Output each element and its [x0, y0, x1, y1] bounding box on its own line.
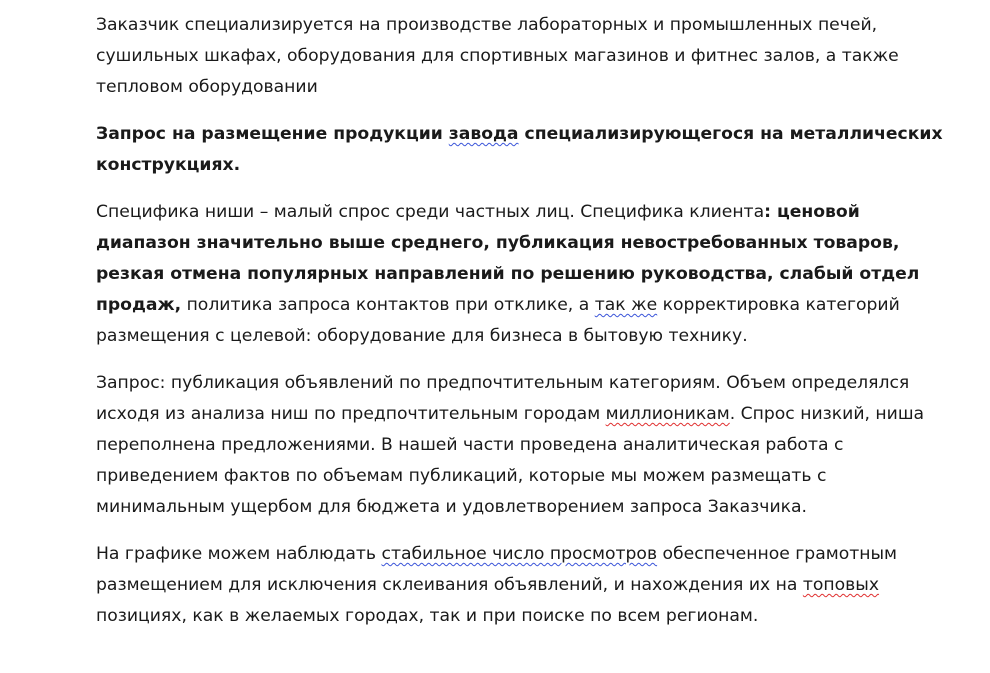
grammar-flagged-word[interactable]: завода	[448, 124, 519, 144]
paragraph-chart-observation	[96, 539, 956, 632]
spelling-flagged-word[interactable]: миллионикам	[605, 404, 730, 424]
bold-text-part: : ценовой диапазон значительно выше среднего, публикация невостребованных товаров, резкая отмена популярных направлений по решению руководства, слабый отдел продаж,	[96, 202, 920, 315]
paragraph-text: Заказчик специализируется на производстве лабораторных и промышленных печей, сушильных шкафах, оборудования для спортивных магазинов и фитнес залов, а также тепловом оборудовании	[96, 15, 899, 97]
heading-text-part: специализирующегося на металлических конструкциях.	[96, 124, 943, 175]
paragraph-text-part: позициях, как в желаемых городах, так и при поиске по всем регионам.	[96, 606, 759, 626]
grammar-flagged-phrase[interactable]: стабильное число просмотров	[381, 544, 658, 564]
heading-text-part: Запрос на размещение продукции	[96, 124, 449, 144]
grammar-flagged-word[interactable]: так же	[594, 295, 658, 315]
paragraph-request-analysis	[96, 368, 956, 523]
paragraph-niche-specifics	[96, 197, 956, 352]
paragraph-customer-profile	[96, 10, 956, 103]
paragraph-text-part: . Спрос низкий, ниша переполнена предложениями. В нашей части проведена аналитическая работа с приведением фактов по объемам публикаций, которые мы можем размещать с минимальным ущербом для бюджета и удовлетворением запроса Заказчика.	[96, 404, 925, 517]
paragraph-text-part: корректировка категорий размещения с целевой: оборудование для бизнеса в бытовую технику.	[96, 295, 900, 346]
paragraph-text-part: политика запроса контактов при отклике, а	[181, 295, 595, 315]
spelling-flagged-word[interactable]: топовых	[802, 575, 880, 595]
document-body[interactable]	[96, 10, 956, 648]
paragraph-text-part: На графике можем наблюдать	[96, 544, 382, 564]
paragraph-request-heading	[96, 119, 956, 181]
paragraph-text-part: Специфика ниши – малый спрос среди частных лиц. Специфика клиента	[96, 202, 765, 222]
paragraph-text-part: обеспеченное грамотным размещением для исключения склеивания объявлений, и нахождения их на	[96, 544, 897, 595]
paragraph-text-part: Запрос: публикация объявлений по предпочтительным категориям. Объем определялся исходя из анализа ниш по предпочтительным городам	[96, 373, 910, 424]
